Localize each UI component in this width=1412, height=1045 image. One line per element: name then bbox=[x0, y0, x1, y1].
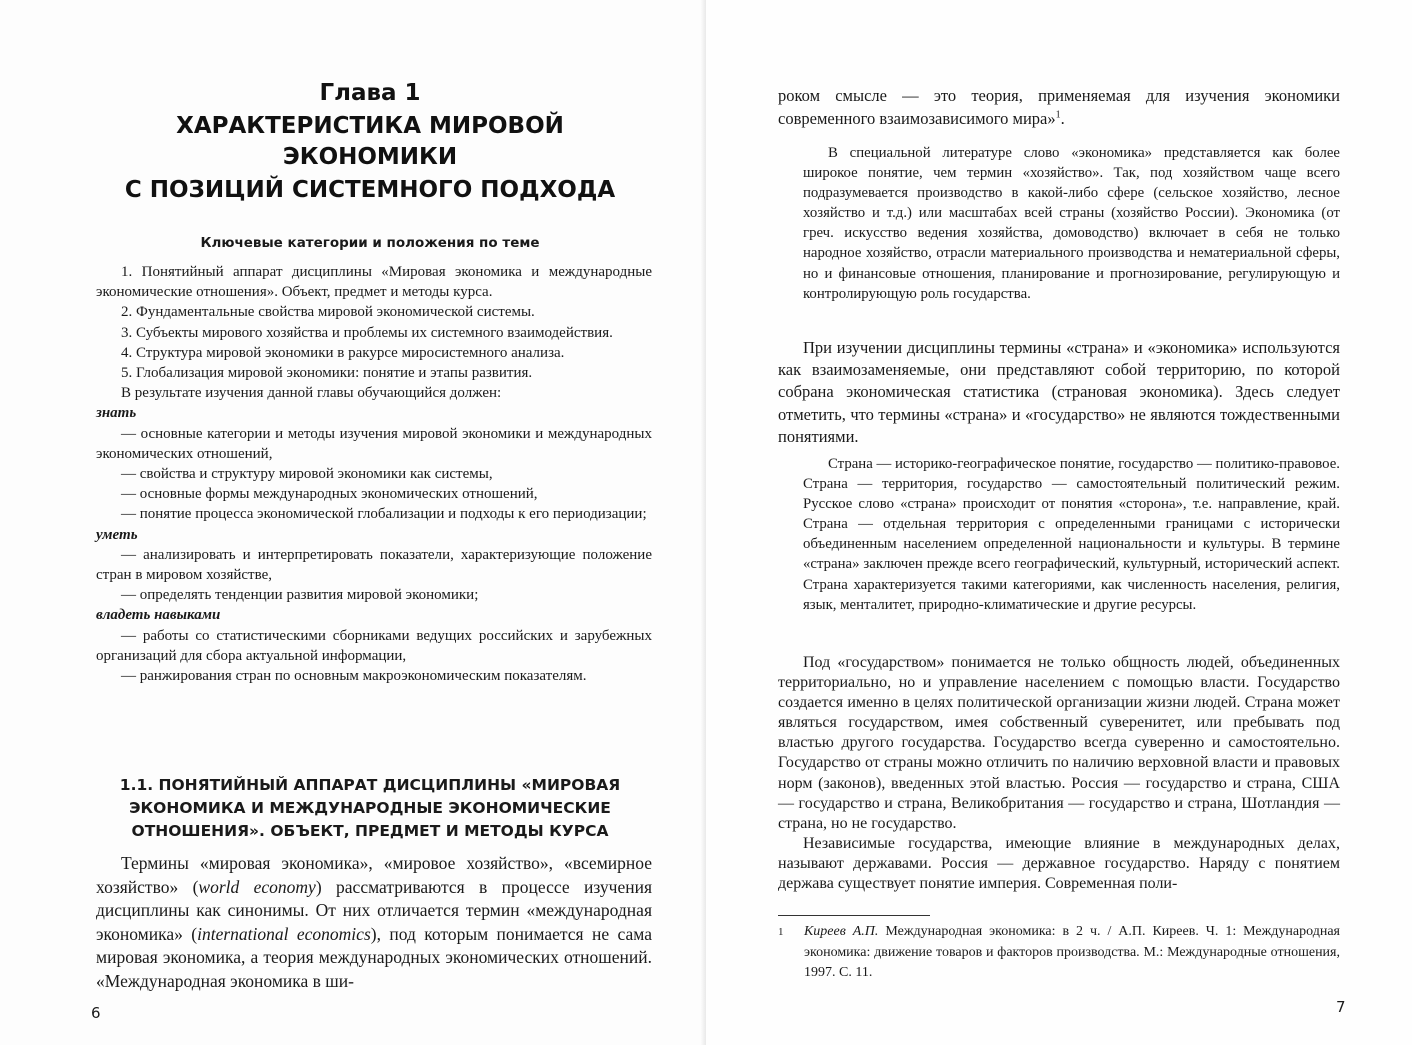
page-number: 7 bbox=[1336, 998, 1346, 1016]
paragraph-line: роком смысле — это теория, применяемая для изучения экономики bbox=[778, 86, 1340, 105]
know-label: знать bbox=[96, 405, 137, 422]
term-english: world economy bbox=[198, 876, 316, 897]
footnote bbox=[778, 922, 1340, 984]
term-english: international economics bbox=[197, 923, 371, 944]
key-categories-heading: Ключевые категории и положения по теме bbox=[200, 235, 540, 251]
list-item: — работы со статистическими сборниками ведущих российских и зарубежных организаций для сбора актуальной информации, bbox=[96, 627, 652, 664]
list-item: — анализировать и интерпретировать показатели, характеризующие положение стран в мировом хозяйстве, bbox=[96, 546, 652, 584]
footnote-rule bbox=[778, 915, 930, 916]
list-item: — ранжирования стран по основным макроэкономическим показателям. bbox=[121, 668, 587, 685]
note-block bbox=[803, 143, 1340, 304]
outcome-intro: В результате изучения данной главы обучающийся должен: bbox=[121, 385, 502, 402]
page-number: 6 bbox=[91, 1004, 101, 1022]
paragraph-line: современного взаимозависимого мира» bbox=[778, 108, 1056, 128]
list-item: 2. Фундаментальные свойства мировой экономической системы. bbox=[121, 304, 535, 321]
list-item: 4. Структура мировой экономики в ракурсе миросистемного анализа. bbox=[121, 344, 565, 361]
section-heading: 1.1. ПОНЯТИЙНЫЙ АППАРАТ ДИСЦИПЛИНЫ «МИРОВАЯ ЭКОНОМИКА И МЕЖДУНАРОДНЫЕ ЭКОНОМИЧЕСКИЕ ОТНОШЕНИЯ». ОБЪЕКТ, ПРЕДМЕТ И МЕТОДЫ КУРСА bbox=[119, 776, 621, 840]
footnote-reference: 1 bbox=[1055, 109, 1061, 120]
key-categories-list bbox=[96, 262, 652, 686]
list-item: — основные формы международных экономических отношений, bbox=[121, 486, 538, 503]
paragraph-text: Термины «мировая экономика», «мировое хозяйство», «всемирное хозяйство» ( bbox=[96, 853, 652, 897]
list-item: — определять тенденции развития мировой экономики; bbox=[121, 587, 479, 604]
body-paragraph bbox=[778, 337, 1340, 448]
footnote-text: Международная экономика: в 2 ч. / А.П. Киреев. Ч. 1: Международная экономика: движение товаров и факторов производства. М.: Международные отношения, 1997. С. 11. bbox=[804, 924, 1340, 980]
list-item: — основные категории и методы изучения мировой экономики и международных экономических отношений, bbox=[96, 425, 652, 462]
footnote-author: Киреев А.П. bbox=[804, 924, 879, 939]
list-item: 1. Понятийный аппарат дисциплины «Мировая экономика и международные экономические отношения». Объект, предмет и методы курса. bbox=[96, 264, 652, 301]
chapter-title-line-1: ХАРАКТЕРИСТИКА МИРОВОЙ ЭКОНОМИКИ bbox=[176, 113, 564, 170]
section-paragraph bbox=[96, 852, 652, 993]
list-item: 5. Глобализация мировой экономики: понятие и этапы развития. bbox=[121, 365, 533, 382]
body-paragraphs bbox=[778, 653, 1340, 894]
note-paragraph: Страна — историко-географическое понятие, государство — политико-правовое. Страна — территория, государство — самостоятельный политический режим. Русское слово «страна» происходит от понятия «сторона», т.е. направление, край. Страна — отдельная территория с определенными границами с исторически объединенным населением определенной национальности и культуры. В термине «страна» заключен прежде всего географический, культурный, исторический аспект. Страна характеризуется такими категориями, как численность населения, религия, язык, менталитет, природно-климатические и другие ресурсы. bbox=[803, 456, 1340, 613]
chapter-title-line-2: С ПОЗИЦИЙ СИСТЕМНОГО ПОДХОДА bbox=[124, 177, 616, 203]
list-item: — свойства и структуру мировой экономики как системы, bbox=[121, 466, 493, 483]
list-item: — понятие процесса экономической глобализации и подходы к его периодизации; bbox=[121, 506, 647, 523]
note-block bbox=[803, 454, 1340, 615]
footnote-mark: 1 bbox=[778, 926, 784, 938]
chapter-heading bbox=[90, 78, 650, 206]
paragraph-text: Под «государством» понимается не только общность людей, объединенных территориально, но и управление населением с помощью власти. Государство создается именно в целях политической организации жизни людей. Страна может являться государством, имея собственный суверенитет, или пребывать под властью другого государства. Государство всегда суверенно и самостоятельно. Государство от страны можно отличить по наличию верховной власти и правовых норм (законов), введенных этой властью. Россия — государство и страна, США — государство и страна, Великобритания — государство и страна, Шотландия — страна, но не государство. bbox=[778, 654, 1340, 832]
paragraph-text: ), под которым понимается не сама мировая экономика, а теория международных экономических отношений. «Международная экономика в ши- bbox=[96, 923, 652, 991]
paragraph-text: Независимые государства, имеющие влияние в международных делах, называют державами. Россия — державное государство. Наряду с понятием держава существует понятие империя. Современная поли- bbox=[778, 834, 1340, 893]
continued-paragraph: роком смысле — это теория, применяемая для изучения экономики современного взаимозависимого мира»$^1$. bbox=[778, 86, 1340, 128]
note-paragraph: В специальной литературе слово «экономика» представляется как более широкое понятие, чем термин «хозяйство». Так, под хозяйством чаще всего подразумевается производство в какой-либо сфере (сельское хозяйство, лесное хозяйство и т.д.) или масштабах всей страны (хозяйство России). Экономика (от греч. искусство ведения хозяйства, домоводство) включает в себя не только народное хозяйство, отрасли материального производства и нематериальной сферы, но и финансовые отношения, планирование и прогнозирование, регулирующую и контролирующую роль государства. bbox=[803, 145, 1340, 302]
paragraph-text: ) рассматриваются в процессе изучения дисциплины как синонимы. От них отличается термин «международная экономика» ( bbox=[96, 876, 653, 944]
skills-label: владеть навыками bbox=[96, 607, 221, 624]
chapter-number: Глава 1 bbox=[319, 80, 421, 106]
able-label: уметь bbox=[96, 526, 138, 543]
paragraph-text: При изучении дисциплины термины «страна» и «экономика» используются как взаимозаменяемые, они представляют собой территорию, по которой собрана экономическая статистика (страновая экономика). Здесь следует отметить, что термины «страна» и «государство» не являются тождественными понятиями. bbox=[778, 338, 1340, 446]
list-item: 3. Субъекты мирового хозяйства и проблемы их системного взаимодействия. bbox=[121, 324, 613, 341]
